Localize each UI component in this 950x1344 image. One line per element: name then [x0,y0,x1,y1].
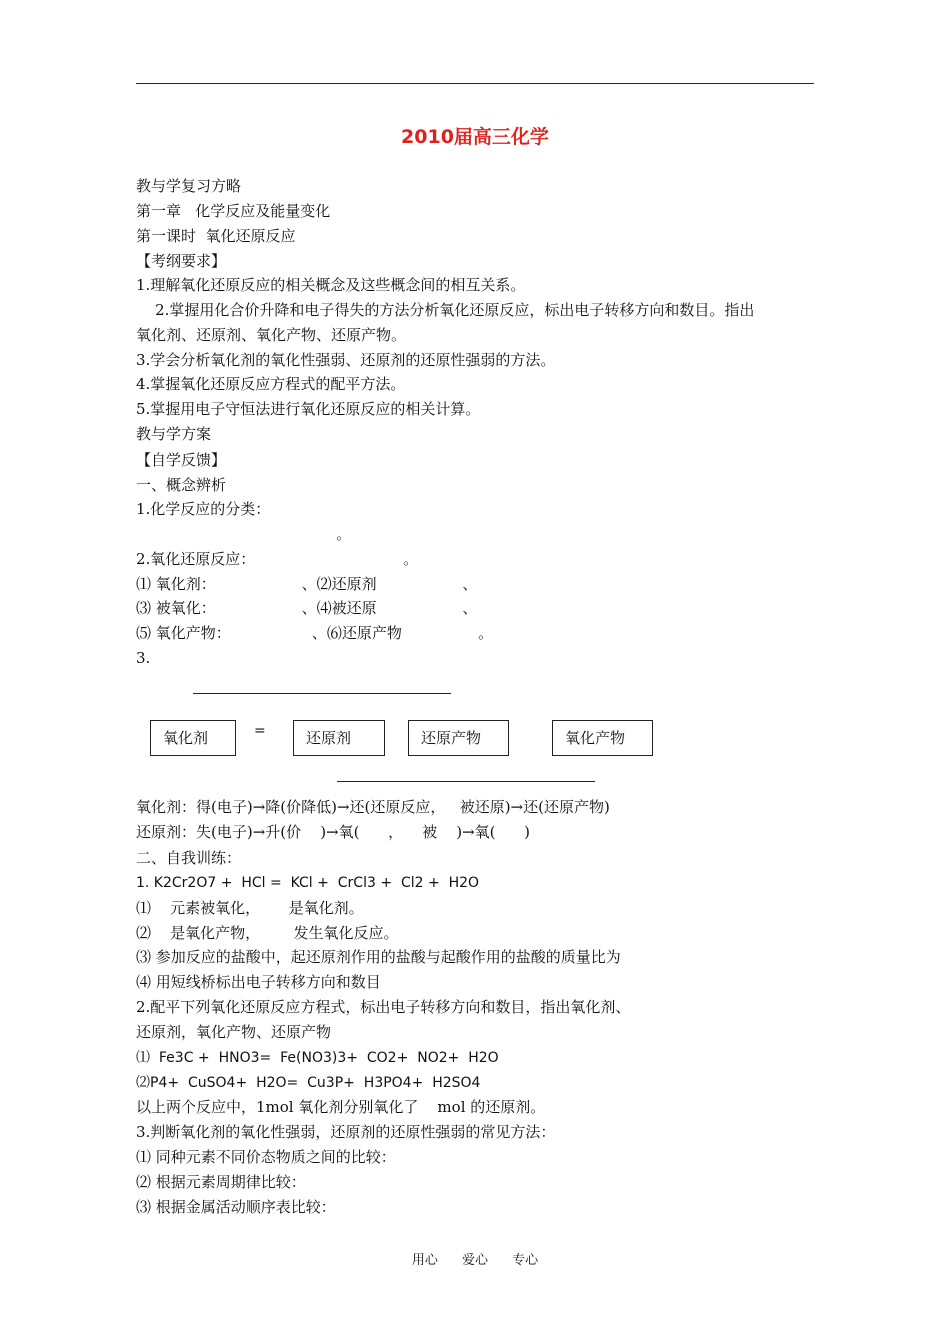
text-line: 1.理解氧化还原反应的相关概念及这些概念间的相互关系。 [136,276,526,294]
text-line: ⑶ 被氧化： 、⑷被还原 、 [136,599,478,617]
text-line: 4.掌握氧化还原反应方程式的配平方法。 [136,375,406,393]
text-line: 2.氧化还原反应： 。 [136,550,419,568]
page-footer: 用心 爱心 专心 [411,1253,539,1268]
text-line: ⑷ 用短线桥标出电子转移方向和数目 [136,973,381,991]
text-line: 5.掌握用电子守恒法进行氧化还原反应的相关计算。 [136,400,481,418]
text-line: 教与学方案 [136,425,212,443]
text-line: ⑸ 氧化产物： 、⑹还原产物 。 [136,624,494,642]
text-line: 以上两个反应中，1mol 氧化剂分别氧化了 mol 的还原剂。 [136,1098,546,1116]
text-line: 1.化学反应的分类： [136,500,271,518]
oxidant-box: 氧化剂 [150,720,236,756]
reduction-product-box: 还原产物 [408,720,509,756]
text-line: ⑴ 同种元素不同价态物质之间的比较： [136,1148,396,1166]
text-line: 。 [136,525,352,543]
text-line: 3.学会分析氧化剂的氧化性强弱、还原剂的还原性强弱的方法。 [136,351,556,369]
text-line: 3.判断氧化剂的氧化性强弱，还原剂的还原性强弱的常见方法： [136,1123,556,1141]
diagram-top-line [193,693,451,694]
reductant-box: 还原剂 [293,720,385,756]
text-line: 3. [136,649,151,667]
text-line: 还原剂，氧化产物、还原产物 [136,1023,332,1041]
text-line: ⑵ 是氧化产物， 发生氧化反应。 [136,924,399,942]
diagram-bottom-line [337,781,595,782]
text-line: ⑶ 参加反应的盐酸中，起还原剂作用的盐酸与起酸作用的盐酸的质量比为 [136,948,621,966]
text-line: ⑶ 根据金属活动顺序表比较： [136,1198,336,1216]
text-line: 还原剂：失(电子)→升(价 )→氧( ， 被 )→氧( ) [136,823,530,841]
oxidation-product-box: 氧化产物 [552,720,653,756]
text-line: 教与学复习方略 [136,177,242,195]
text-line: 二、自我训练： [136,849,242,867]
text-line: 2.配平下列氧化还原反应方程式，标出电子转移方向和数目，指出氧化剂、 [136,998,631,1016]
equation-line: 1. K2Cr2O7 + HCl = KCl + CrCl3 + Cl2 + H2O [136,875,480,891]
page-title: 2010届高三化学 [401,126,549,148]
section-heading: 【考纲要求】 [136,252,227,270]
text-line: 氧化剂、还原剂、氧化产物、还原产物。 [136,326,407,344]
text-line: 一、概念辨析 [136,476,227,494]
text-line: ⑵ 根据元素周期律比较： [136,1173,306,1191]
text-line: 第一章 化学反应及能量变化 [136,202,331,220]
text-line: 第一课时 氧化还原反应 [136,227,296,245]
text-line: 氧化剂：得(电子)→降(价降低)→还(还原反应， 被还原)→还(还原产物) [136,798,610,816]
header-rule [136,83,814,84]
equation-line: ⑴ Fe3C + HNO3= Fe(NO3)3+ CO2+ NO2+ H2O [136,1050,499,1066]
text-line: ⑴ 氧化剂： 、⑵还原剂 、 [136,575,478,593]
equation-line: ⑵P4+ CuSO4+ H2O= Cu3P+ H3PO4+ H2SO4 [136,1075,481,1091]
equals-sign: = [254,723,266,739]
section-heading: 【自学反馈】 [136,451,227,469]
text-line: ⑴ 元素被氧化， 是氧化剂。 [136,899,364,917]
text-line: 2.掌握用化合价升降和电子得失的方法分析氧化还原反应，标出电子转移方向和数目。指出 [136,301,755,319]
